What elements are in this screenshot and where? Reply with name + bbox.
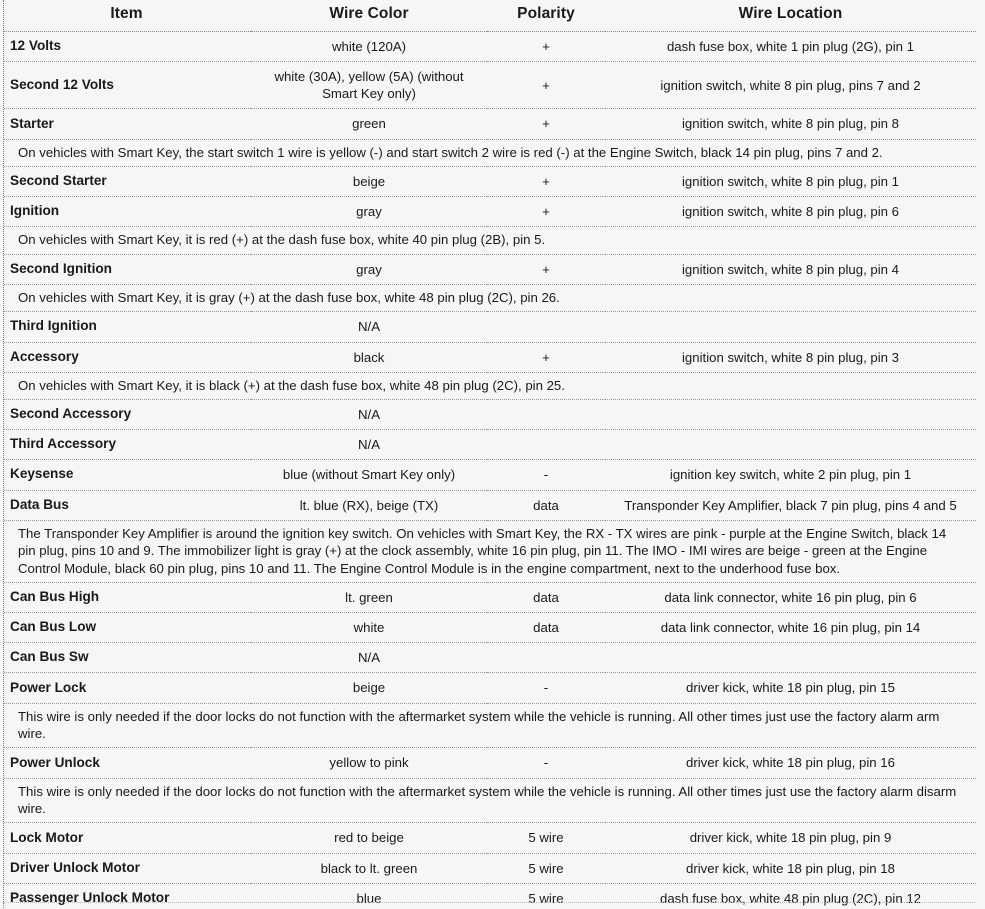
table-note-row (4, 372, 976, 399)
cell-wire-color: blue (without Smart Key only) (251, 460, 487, 490)
cell-item: Power Lock (4, 673, 251, 703)
table-row (4, 490, 976, 520)
cell-polarity (487, 400, 605, 430)
cell-wire-color: lt. blue (RX), beige (TX) (251, 490, 487, 520)
cell-polarity: 5 wire (487, 883, 605, 909)
cell-item: Third Ignition (4, 312, 251, 342)
cell-item: Data Bus (4, 490, 251, 520)
cell-polarity: + (487, 62, 605, 109)
cell-wire-location: ignition switch, white 8 pin plug, pin 8 (605, 109, 976, 139)
cell-wire-color: N/A (251, 400, 487, 430)
cell-polarity: 5 wire (487, 823, 605, 853)
table (4, 0, 976, 909)
column-header-wire-location: Wire Location (605, 0, 976, 32)
cell-item: Passenger Unlock Motor (4, 883, 251, 909)
wire-reference-table (3, 0, 975, 909)
table-row (4, 582, 976, 612)
cell-polarity: - (487, 460, 605, 490)
table-bottom-edge (3, 902, 975, 903)
cell-wire-location (605, 312, 976, 342)
cell-polarity (487, 430, 605, 460)
cell-wire-color: gray (251, 197, 487, 227)
cell-item: Power Unlock (4, 748, 251, 778)
cell-wire-color: white (120A) (251, 32, 487, 62)
table-row (4, 883, 976, 909)
cell-wire-location: ignition switch, white 8 pin plug, pins 7 and 2 (605, 62, 976, 109)
table-row (4, 32, 976, 62)
column-header-item: Item (4, 0, 251, 32)
note-text: This wire is only needed if the door locks do not function with the aftermarket system while the vehicle is running. All other times just use the factory alarm arm wire. (4, 703, 976, 748)
cell-wire-location (605, 430, 976, 460)
cell-wire-location (605, 400, 976, 430)
cell-wire-location: dash fuse box, white 48 pin plug (2C), pin 12 (605, 883, 976, 909)
table-row (4, 613, 976, 643)
cell-polarity: data (487, 613, 605, 643)
table-body (4, 32, 976, 909)
cell-polarity: + (487, 32, 605, 62)
table-row (4, 853, 976, 883)
cell-polarity: - (487, 748, 605, 778)
cell-wire-location: dash fuse box, white 1 pin plug (2G), pin 1 (605, 32, 976, 62)
table-row (4, 673, 976, 703)
cell-polarity: + (487, 167, 605, 197)
cell-item: 12 Volts (4, 32, 251, 62)
cell-polarity: 5 wire (487, 853, 605, 883)
cell-wire-location: driver kick, white 18 pin plug, pin 16 (605, 748, 976, 778)
cell-polarity (487, 643, 605, 673)
column-header-wire-color: Wire Color (251, 0, 487, 32)
table-note-row (4, 227, 976, 254)
table-row (4, 430, 976, 460)
table-row (4, 460, 976, 490)
note-text: On vehicles with Smart Key, it is gray (+) at the dash fuse box, white 48 pin plug (2C), pin 26. (4, 284, 976, 311)
cell-item: Lock Motor (4, 823, 251, 853)
cell-wire-color: beige (251, 673, 487, 703)
cell-item: Accessory (4, 342, 251, 372)
cell-wire-location: ignition switch, white 8 pin plug, pin 4 (605, 254, 976, 284)
table-note-row (4, 778, 976, 823)
cell-wire-color: green (251, 109, 487, 139)
cell-wire-location: ignition switch, white 8 pin plug, pin 1 (605, 167, 976, 197)
cell-item: Third Accessory (4, 430, 251, 460)
cell-polarity: data (487, 490, 605, 520)
table-row (4, 109, 976, 139)
cell-wire-color: N/A (251, 430, 487, 460)
cell-wire-color: black (251, 342, 487, 372)
cell-item: Second 12 Volts (4, 62, 251, 109)
cell-wire-color: white (30A), yellow (5A) (without Smart Key only) (251, 62, 487, 109)
cell-polarity: + (487, 342, 605, 372)
table-note-row (4, 520, 976, 582)
cell-wire-location: ignition switch, white 8 pin plug, pin 3 (605, 342, 976, 372)
cell-wire-color: beige (251, 167, 487, 197)
table-row (4, 312, 976, 342)
cell-wire-location: driver kick, white 18 pin plug, pin 9 (605, 823, 976, 853)
note-text: On vehicles with Smart Key, the start switch 1 wire is yellow (-) and start switch 2 wire is red (-) at the Engine Switch, black 14 pin plug, pins 7 and 2. (4, 139, 976, 166)
table-note-row (4, 139, 976, 166)
cell-item: Ignition (4, 197, 251, 227)
table-row (4, 643, 976, 673)
cell-wire-color: red to beige (251, 823, 487, 853)
cell-item: Second Accessory (4, 400, 251, 430)
table-row (4, 197, 976, 227)
cell-wire-color: lt. green (251, 582, 487, 612)
table-row (4, 342, 976, 372)
cell-item: Can Bus High (4, 582, 251, 612)
table-row (4, 167, 976, 197)
header-row (4, 0, 976, 32)
cell-wire-location: data link connector, white 16 pin plug, pin 6 (605, 582, 976, 612)
cell-item: Second Ignition (4, 254, 251, 284)
table-row (4, 254, 976, 284)
cell-polarity: data (487, 582, 605, 612)
note-text: On vehicles with Smart Key, it is red (+) at the dash fuse box, white 40 pin plug (2B), pin 5. (4, 227, 976, 254)
cell-wire-location: ignition key switch, white 2 pin plug, pin 1 (605, 460, 976, 490)
cell-item: Keysense (4, 460, 251, 490)
cell-polarity: + (487, 197, 605, 227)
table-row (4, 62, 976, 109)
cell-polarity: + (487, 109, 605, 139)
cell-item: Can Bus Sw (4, 643, 251, 673)
cell-item: Second Starter (4, 167, 251, 197)
cell-wire-color: blue (251, 883, 487, 909)
cell-item: Starter (4, 109, 251, 139)
note-text: This wire is only needed if the door locks do not function with the aftermarket system while the vehicle is running. All other times just use the factory alarm disarm wire. (4, 778, 976, 823)
cell-wire-color: white (251, 613, 487, 643)
table-note-row (4, 703, 976, 748)
table-row (4, 748, 976, 778)
table-header (4, 0, 976, 32)
cell-wire-location: Transponder Key Amplifier, black 7 pin plug, pins 4 and 5 (605, 490, 976, 520)
cell-item: Driver Unlock Motor (4, 853, 251, 883)
cell-wire-color: yellow to pink (251, 748, 487, 778)
note-text: The Transponder Key Amplifier is around the ignition key switch. On vehicles with Smart Key, the RX - TX wires are pink - purple at the Engine Switch, black 14 pin plug, pins 10 and 9. The immobilizer light is gray (+) at the clock assembly, white 16 pin plug, pin 11. The IMO - IMI wires are beige - green at the Engine Control Module, black 60 pin plug, pins 10 and 11. The Engine Control Module is in the engine compartment, next to the underhood fuse box. (4, 520, 976, 582)
table-row (4, 823, 976, 853)
cell-wire-color: gray (251, 254, 487, 284)
cell-wire-location: ignition switch, white 8 pin plug, pin 6 (605, 197, 976, 227)
note-text: On vehicles with Smart Key, it is black (+) at the dash fuse box, white 48 pin plug (2C), pin 25. (4, 372, 976, 399)
cell-wire-location (605, 643, 976, 673)
cell-item: Can Bus Low (4, 613, 251, 643)
table-row (4, 400, 976, 430)
cell-wire-color: black to lt. green (251, 853, 487, 883)
cell-wire-color: N/A (251, 643, 487, 673)
cell-polarity: + (487, 254, 605, 284)
cell-wire-color: N/A (251, 312, 487, 342)
cell-wire-location: driver kick, white 18 pin plug, pin 18 (605, 853, 976, 883)
cell-polarity (487, 312, 605, 342)
cell-wire-location: driver kick, white 18 pin plug, pin 15 (605, 673, 976, 703)
table-note-row (4, 284, 976, 311)
cell-wire-location: data link connector, white 16 pin plug, pin 14 (605, 613, 976, 643)
cell-polarity: - (487, 673, 605, 703)
column-header-polarity: Polarity (487, 0, 605, 32)
